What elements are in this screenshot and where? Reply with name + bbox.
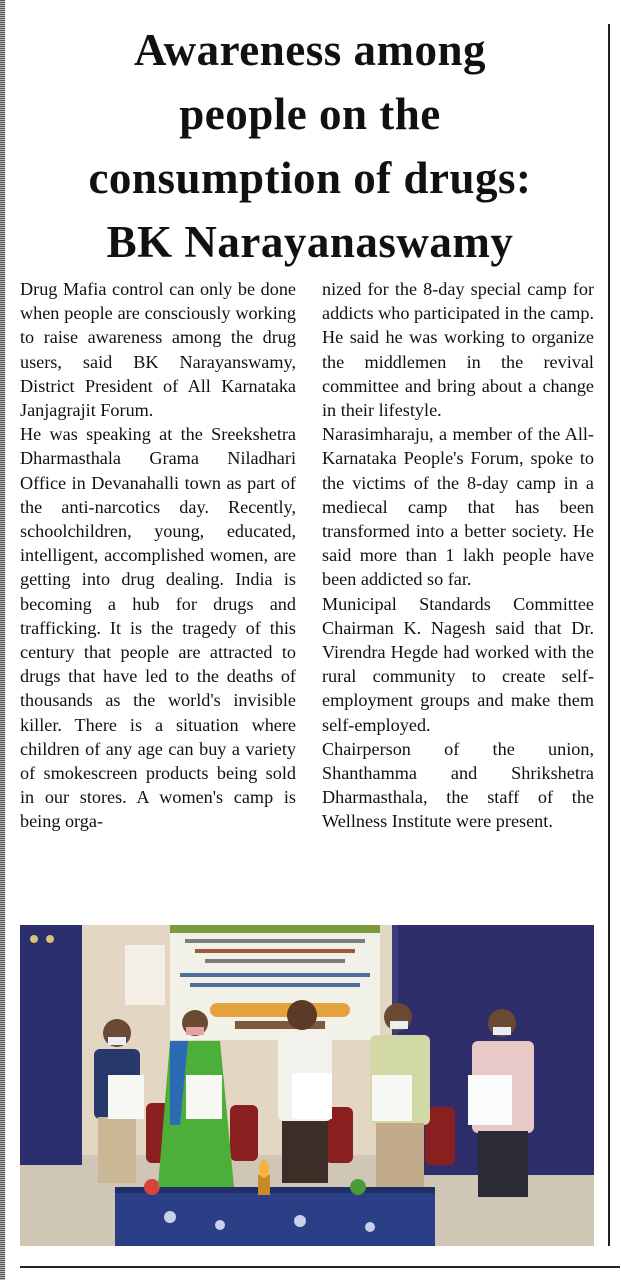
photo-illustration — [20, 925, 594, 1246]
article-column-left — [20, 277, 296, 834]
article-column-right — [322, 277, 594, 834]
article-photo — [20, 925, 594, 1246]
article-headline — [14, 18, 606, 274]
headline-line: consumption of drugs: — [88, 153, 532, 203]
headline-line: people on the — [179, 89, 441, 139]
headline-line: Awareness among — [133, 25, 487, 75]
column-rule-right — [608, 24, 610, 1246]
paragraph: He was speaking at the Sreekshetra Dharmasthala Grama Niladhari Office in Devanahalli town as part of the anti-narcotics day. Recently, schoolchildren, young, educated, intelligent, accomplished women, are getting into drug dealing. India is becoming a hub for drugs and trafficking. It is the tragedy of this century that people are attracted to drugs that have led to the deaths of thousands as the world's invisible killer. There is a situation where children of any age can buy a variety of smokescreen products being sold in our stores. A women's camp is being orga- — [20, 424, 296, 832]
page-bottom-rule — [20, 1266, 620, 1268]
headline-line: BK Narayanaswamy — [106, 217, 514, 267]
paragraph: Narasimharaju, a member of the All-Karnataka People's Forum, spoke to the victims of the 8-day camp in a mediecal camp that has been transformed into a better society. He said more than 1 lakh people have been addicted so far. — [322, 424, 594, 590]
page-left-border — [0, 0, 5, 1280]
paragraph: Chairperson of the union, Shanthamma and Shrikshetra Dharmasthala, the staff of the Wellness Institute were present. — [322, 738, 594, 832]
paragraph: Municipal Standards Committee Chairman K. Nagesh said that Dr. Virendra Hegde had worked with the rural community to create self-employment groups and make them self-employed. — [322, 593, 594, 735]
paragraph: Drug Mafia control can only be done when people are consciously working to raise awareness among the drug users, said BK Narayanswamy, District President of All Karnataka Janjagrajit Forum. — [20, 279, 296, 421]
paragraph: nized for the 8-day special camp for addicts who participated in the camp. He said he was working to organize the middlemen in the revival committee and bring about a change in their lifestyle. — [322, 279, 594, 421]
